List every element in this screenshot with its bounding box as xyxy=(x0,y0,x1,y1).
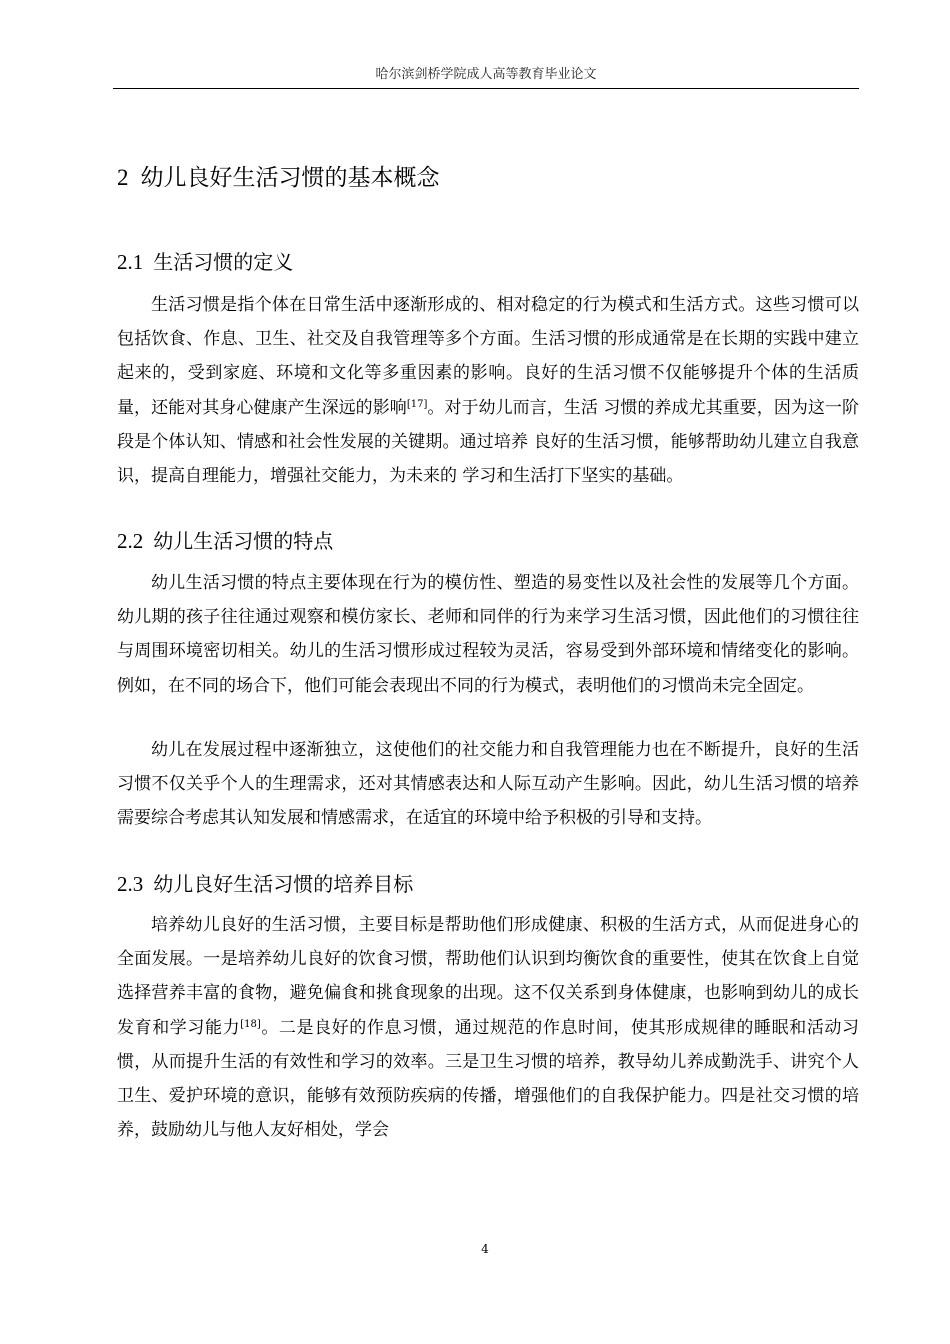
section-number: 2.2 xyxy=(117,529,144,553)
paragraph-2-1-1 xyxy=(117,288,859,493)
paragraph-2-2-2 xyxy=(117,733,859,836)
section-heading-2-3 xyxy=(117,868,413,900)
paragraph-text: 幼儿在发展过程中逐渐独立，这使他们的社交能力和自我管理能力也在不断提升，良好的生活习惯不仅关乎个人的生理需求，还对其情感表达和人际互动产生影响。因此，幼儿生活习惯的培养需要综合考虑其认知发展和情感需求，在适宜的环境中给予积极的引导和支持。 xyxy=(117,740,859,829)
section-number: 2.1 xyxy=(117,250,144,274)
page-header: 哈尔滨剑桥学院成人高等教育毕业论文 xyxy=(375,67,597,82)
citation-18: [18] xyxy=(240,1018,261,1030)
paragraph-2-2-1 xyxy=(117,566,859,703)
chapter-title xyxy=(117,160,440,196)
paragraph-text: 幼儿生活习惯的特点主要体现在行为的模仿性、塑造的易变性以及社会性的发展等几个方面。幼儿期的孩子往往通过观察和模仿家长、老师和同伴的行为来学习生活习惯，因此他们的习惯往往与周围环境密切相关。幼儿的生活习惯形成过程较为灵活，容易受到外部环境和情绪变化的影响。例如，在不同的场合下，他们可能会表现出不同的行为模式，表明他们的习惯尚未完全固定。 xyxy=(117,573,859,696)
paragraph-2-3-1 xyxy=(117,908,859,1147)
section-heading-2-2 xyxy=(117,525,333,557)
paragraph-text: 生活习惯是指个体在日常生活中逐渐形成的、相对稳定的行为模式和生活方式。这些习惯可以包括饮食、作息、卫生、社交及自我管理等多个方面。生活习惯的形成通常是在长期的实践中建立起来的，受到家庭、环境和文化等多重因素的影响。良好的生活习惯不仅能够提升个体的生活质量，还能对其身心健康产生深远的影响 xyxy=(117,295,859,418)
section-number: 2.3 xyxy=(117,872,144,896)
section-title-text: 幼儿生活习惯的特点 xyxy=(153,529,334,553)
paragraph-text: 培养幼儿良好的生活习惯，主要目标是帮助他们形成健康、积极的生活方式，从而促进身心的全面发展。一是培养幼儿良好的饮食习惯，帮助他们认识到均衡饮食的重要性，使其在饮食上自觉选择营养丰富的食物，避免偏食和挑食现象的出现。这不仅关系到身体健康，也影响到幼儿的成长发育和学习能力 xyxy=(117,915,859,1038)
section-title-text: 生活习惯的定义 xyxy=(153,250,294,274)
header-rule xyxy=(113,88,859,89)
paragraph-text: 。二是良好的作息习惯，通过规范的作息时间，使其形成规律的睡眠和活动习惯，从而提升生活的有效性和学习的效率。三是卫生习惯的培养，教导幼儿养成勤洗手、讲究个人卫生、爱护环境的意识，能够有效预防疾病的传播，增强他们的自我保护能力。四是社交习惯的培养，鼓励幼儿与他人友好相处，学会 xyxy=(117,1017,860,1141)
citation-17: [17] xyxy=(406,398,428,410)
section-heading-2-1 xyxy=(117,246,293,278)
chapter-number: 2 xyxy=(117,165,129,190)
page-number: 4 xyxy=(481,1242,489,1256)
paragraph-text: 。对于幼儿而言，生活 习惯的养成尤其重要，因为这一阶段是个体认知、情感和社会性发展的关键期。通过培养 良好的生活习惯，能够帮助幼儿建立自我意识，提高自理能力，增强社交能力，为未来的 学习和生活打下坚实的基础。 xyxy=(117,397,860,487)
chapter-title-text: 幼儿良好生活习惯的基本概念 xyxy=(140,165,440,191)
section-title-text: 幼儿良好生活习惯的培养目标 xyxy=(153,872,414,896)
